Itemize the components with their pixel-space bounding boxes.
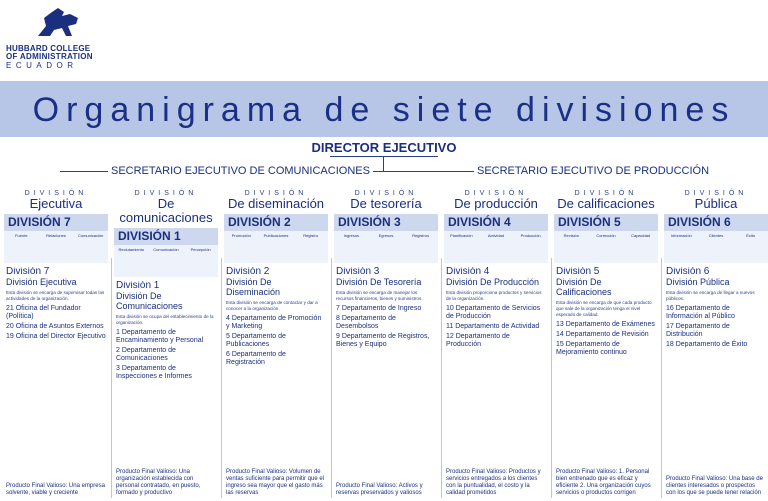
department-label: Promoción <box>231 233 251 238</box>
department-heading: 1 Departamento de Encaminamiento y Personal <box>116 329 204 344</box>
department-label: Actividad <box>487 233 505 238</box>
logo-line-2: OF ADMINISTRATION <box>6 52 93 61</box>
division-column <box>4 190 108 501</box>
department-heading: 5 Departamento de Publicaciones <box>226 333 286 348</box>
department-label: Revisión <box>563 233 579 238</box>
department-row <box>444 231 548 263</box>
division-description <box>554 267 658 483</box>
department-label: Fuente <box>15 233 28 238</box>
division-number: DIVISIÓN 6 <box>668 215 731 229</box>
column-separator <box>111 258 112 498</box>
department-row <box>224 231 328 263</box>
department-label: Percepción <box>190 247 211 252</box>
division-kicker: DIVISIÓN <box>354 190 418 197</box>
division-number: DIVISIÓN 7 <box>8 215 71 229</box>
division-description <box>224 267 328 483</box>
division-description <box>334 267 438 483</box>
division-column <box>224 190 328 501</box>
department-row <box>4 231 108 263</box>
department-label: Publicaciones <box>263 233 289 238</box>
division-heading: División 2 <box>226 267 270 277</box>
division-banner <box>664 214 768 231</box>
department-label: Reclutamiento <box>118 247 145 252</box>
division-full-name: División De Producción <box>446 277 540 287</box>
division-description <box>444 267 548 483</box>
division-name: De diseminación <box>227 196 325 211</box>
department-label: Éxito <box>746 233 756 238</box>
department-label: Comunicación <box>153 247 179 252</box>
division-column <box>444 190 548 501</box>
department-heading: 7 Departamento de Ingreso <box>336 305 422 312</box>
department-label: Registros <box>412 233 430 238</box>
column-separator <box>331 258 332 498</box>
department-row <box>554 231 658 263</box>
division-full-name: División Ejecutiva <box>6 277 77 287</box>
division-kicker: DIVISIÓN <box>464 190 528 197</box>
division-heading: División 7 <box>6 267 50 277</box>
division-name: Ejecutiva <box>29 196 83 211</box>
division-purpose: Esta división se ocupa del establecimiento de la organización. <box>116 314 214 325</box>
division-number: DIVISIÓN 1 <box>118 229 181 243</box>
division-description <box>664 267 768 483</box>
logo-line-1: HUBBARD COLLEGE <box>6 44 91 53</box>
valuable-final-product: Producto Final Valioso: Una empresa solvente, viable y creciente <box>6 483 105 496</box>
department-heading: 18 Departamento de Éxito <box>666 341 748 348</box>
department-label: Información <box>670 233 692 238</box>
division-purpose: Esta división proporciona productos y servicios de la organización. <box>446 290 542 301</box>
division-banner <box>224 214 328 231</box>
secretary-production: SECRETARIO EJECUTIVO DE PRODUCCIÓN <box>474 165 712 177</box>
division-banner <box>554 214 658 231</box>
logo-line-3: ECUADOR <box>6 61 78 70</box>
division-full-name: División De Calificaciones <box>556 277 612 297</box>
division-full-name: División De Diseminación <box>226 277 281 297</box>
department-label: Relaciones <box>46 233 66 238</box>
division-banner <box>444 214 548 231</box>
division-full-name: División De Tesorería <box>336 277 422 287</box>
division-heading: División 1 <box>116 281 160 291</box>
column-separator <box>661 258 662 498</box>
logo <box>6 6 98 68</box>
division-heading: División 4 <box>446 267 490 277</box>
department-row <box>114 245 218 277</box>
division-purpose: Esta división se encarga de contactar y dar a conocer a la organización. <box>226 300 318 311</box>
department-label: Egresos <box>378 233 394 238</box>
department-heading: 4 Departamento de Promoción y Marketing <box>226 315 322 330</box>
division-purpose: Esta división se encarga de manejar los recursos financieros, bienes y suministros. <box>336 290 423 301</box>
ceo-title: DIRECTOR EJECUTIVO <box>311 140 457 155</box>
division-kicker: DIVISIÓN <box>244 190 308 197</box>
division-description <box>114 281 218 497</box>
division-banner <box>4 214 108 231</box>
department-heading: 14 Departamento de Revisión <box>556 331 649 338</box>
ceo-connector <box>383 157 384 171</box>
valuable-final-product: Producto Final Valioso: Una organización establecida con personal contratado, en puesto, formado y productivo <box>116 469 201 496</box>
division-number: DIVISIÓN 3 <box>338 215 401 229</box>
department-heading: 11 Departamento de Actividad <box>446 323 540 330</box>
division-full-name: División De Comunicaciones <box>116 291 183 311</box>
division-banner <box>334 214 438 231</box>
department-row <box>664 231 768 263</box>
valuable-final-product: Producto Final Valioso: Productos y servicios entregados a los clientes con la puntualidad, el costo y la calidad prometidos <box>446 469 541 496</box>
division-description <box>4 267 108 483</box>
department-heading: 19 Oficina del Director Ejecutivo <box>6 333 106 340</box>
department-label: Comunicación <box>77 233 104 238</box>
division-kicker: DIVISIÓN <box>684 190 748 197</box>
department-heading: 2 Departamento de Comunicaciones <box>116 347 176 362</box>
page-title: Organigrama de siete divisiones <box>32 91 736 129</box>
division-kicker: DIVISIÓN <box>134 190 198 197</box>
department-heading: 12 Departamento de Producción <box>446 333 510 348</box>
department-heading: 3 Departamento de Inspecciones e Informes <box>116 365 192 380</box>
valuable-final-product: Producto Final Valioso: Una base de clientes interesados o prospectos con los que se puede tener relación <box>666 476 763 496</box>
division-column <box>664 190 768 501</box>
department-label: Ingresos <box>343 233 359 238</box>
division-number: DIVISIÓN 4 <box>448 215 511 229</box>
division-heading: División 6 <box>666 267 710 277</box>
division-name: Pública <box>694 196 738 211</box>
division-heading: División 3 <box>336 267 380 277</box>
department-heading: 13 Departamento de Exámenes <box>556 321 655 328</box>
division-name: De producción <box>454 196 538 211</box>
valuable-final-product: Producto Final Valioso: 1. Personal bien entrenado que es eficaz y eficiente 2. Una organización cuyos servicios o productos corrigen <box>556 469 651 496</box>
division-purpose: Esta división se encarga de supervisar todas las actividades de la organización. <box>6 290 105 301</box>
department-heading: 6 Departamento de Registración <box>226 351 286 366</box>
department-heading: 16 Departamento de Información al Público <box>666 305 735 320</box>
division-name: De tesorería <box>350 196 422 211</box>
department-heading: 9 Departamento de Registros, Bienes y Equipo <box>336 333 430 348</box>
division-number: DIVISIÓN 2 <box>228 215 291 229</box>
department-label: Corrección <box>596 233 616 238</box>
ceo-underline <box>330 156 438 157</box>
division-column <box>554 190 658 501</box>
division-name: De comunicaciones <box>119 196 213 225</box>
division-name: De calificaciones <box>557 196 655 211</box>
department-heading: 8 Departamento de Desembolsos <box>336 315 396 330</box>
division-column <box>334 190 438 501</box>
column-separator <box>551 258 552 498</box>
valuable-final-product: Producto Final Valioso: Activos y reservas preservados y valiosos <box>336 483 423 496</box>
division-heading: División 5 <box>556 267 600 277</box>
column-separator <box>221 258 222 498</box>
division-full-name: División Pública <box>666 277 730 287</box>
division-number: DIVISIÓN 5 <box>558 215 621 229</box>
department-label: Planificación <box>450 233 473 238</box>
valuable-final-product: Producto Final Valioso: Volumen de ventas suficiente para permitir que el ingreso sea mayor que el gasto más las reservas <box>226 469 325 496</box>
division-purpose: Esta división se encarga de que cada producto que sale de la organización tenga el nivel esperado de calidad. <box>556 300 652 317</box>
column-separator <box>441 258 442 498</box>
division-purpose: Esta división se encarga de llegar a nuevos públicos. <box>666 290 755 301</box>
department-heading: 17 Departamento de Distribución <box>666 323 730 338</box>
department-heading: 20 Oficina de Asuntos Externos <box>6 323 104 330</box>
department-heading: 10 Departamento de Servicios de Producción <box>446 305 541 320</box>
division-kicker: DIVISIÓN <box>24 190 88 197</box>
division-banner <box>114 228 218 245</box>
department-heading: 21 Oficina del Fundador (Política) <box>6 305 81 320</box>
department-label: Producción <box>520 233 541 238</box>
division-column <box>114 190 218 501</box>
division-kicker: DIVISIÓN <box>574 190 638 197</box>
department-label: Capacidad <box>631 233 651 238</box>
department-label: Registro <box>303 233 319 238</box>
horse-icon <box>36 6 82 40</box>
department-heading: 15 Departamento de Mejoramiento continuo <box>556 341 627 356</box>
department-label: Clientes <box>708 233 724 238</box>
department-row <box>334 231 438 263</box>
secretary-communications: SECRETARIO EJECUTIVO DE COMUNICACIONES <box>108 165 373 177</box>
